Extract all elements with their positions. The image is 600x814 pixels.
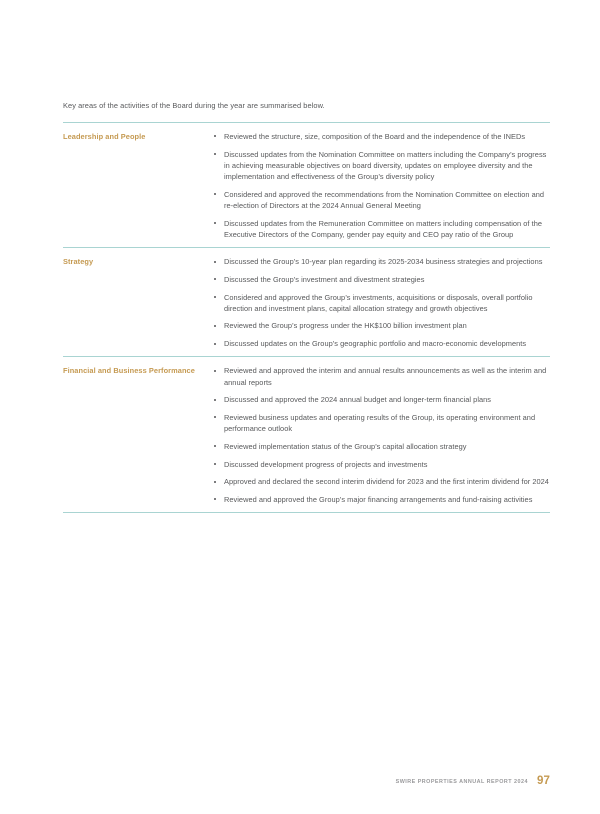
- list-item: Discussed and approved the 2024 annual budget and longer-term financial plans: [213, 394, 550, 405]
- bullet-list: [213, 131, 550, 240]
- list-item: Considered and approved the recommendations from the Nomination Committee on election and re-election of Directors at the 2024 Annual General Meeting: [213, 189, 550, 211]
- footer-page-number: 97: [536, 775, 550, 788]
- section-items-leadership-and-people: [211, 131, 550, 240]
- list-item: Reviewed the structure, size, composition of the Board and the independence of the INEDs: [213, 131, 550, 142]
- footer-report-title: SWIRE PROPERTIES ANNUAL REPORT 2024: [395, 779, 528, 785]
- list-item: Reviewed and approved the interim and annual results announcements as well as the interim and annual reports: [213, 365, 550, 387]
- bullet-list: [213, 256, 550, 349]
- list-item: Discussed the Group’s investment and divestment strategies: [213, 274, 550, 285]
- bullet-list: [213, 365, 550, 505]
- intro-paragraph: Key areas of the activities of the Board during the year are summarised below.: [63, 101, 325, 110]
- table-row: [63, 247, 550, 356]
- list-item: Discussed development progress of projects and investments: [213, 459, 550, 470]
- section-label-strategy: Strategy: [63, 257, 94, 267]
- section-label-leadership-and-people: Leadership and People: [63, 132, 146, 141]
- table-row: [63, 122, 550, 247]
- board-activities-table: [63, 122, 550, 513]
- section-items-strategy: [211, 256, 550, 349]
- list-item: Discussed updates on the Group’s geographic portfolio and macro-economic developments: [213, 338, 550, 349]
- list-item: Reviewed the Group’s progress under the HK$100 billion investment plan: [213, 320, 550, 331]
- list-item: Discussed updates from the Nomination Committee on matters including the Company’s progress in achieving measurable objectives on board diversity, updates on employee diversity and the implementation and effectiveness of the Group’s diversity policy: [213, 149, 550, 183]
- page-content: [63, 100, 550, 513]
- list-item: Reviewed and approved the Group’s major financing arrangements and fund-raising activities: [213, 494, 550, 505]
- list-item: Discussed the Group’s 10-year plan regarding its 2025-2034 business strategies and projections: [213, 256, 550, 267]
- list-item: Reviewed implementation status of the Group’s capital allocation strategy: [213, 441, 550, 452]
- section-label-financial-and-business-performance: Financial and Business Performance: [63, 366, 195, 376]
- list-item: Discussed updates from the Remuneration Committee on matters including compensation of the Executive Directors of the Company, gender pay equity and CEO pay ratio of the Group: [213, 218, 550, 240]
- page-footer: [0, 772, 600, 792]
- list-item: Reviewed business updates and operating results of the Group, its operating environment and performance outlook: [213, 412, 550, 434]
- list-item: Considered and approved the Group’s investments, acquisitions or disposals, overall portfolio direction and investment plans, capital allocation strategy and growth objectives: [213, 292, 550, 314]
- table-row: [63, 356, 550, 513]
- list-item: Approved and declared the second interim dividend for 2023 and the first interim dividend for 2024: [213, 476, 550, 487]
- section-items-financial-and-business-performance: [211, 365, 550, 505]
